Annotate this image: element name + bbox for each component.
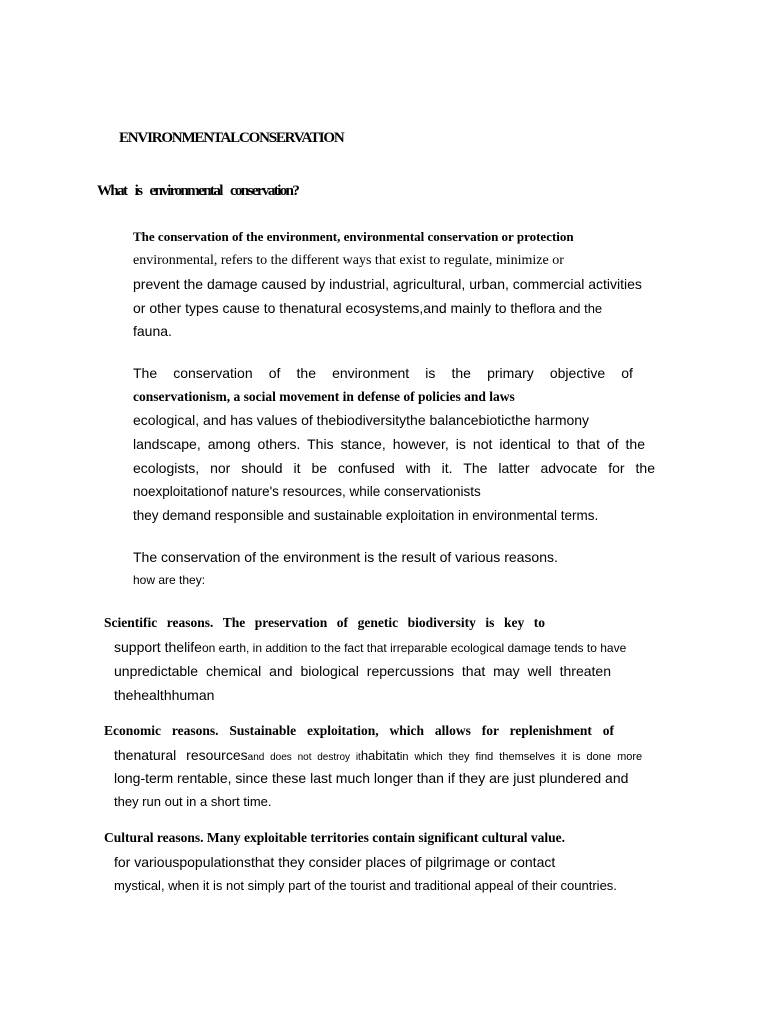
- document-title: ENVIRONMENTALCONSERVATION: [119, 130, 344, 146]
- section-question: What is environmental conservation?: [97, 183, 299, 199]
- bullet2-line2-habitat: habitat: [360, 748, 400, 763]
- paragraph1-line4: [133, 301, 602, 315]
- bullet1-line3: unpredictable chemical and biological repercussions that may well threaten: [114, 663, 611, 679]
- paragraph2-word: primary: [487, 365, 534, 381]
- paragraph2-line7: they demand responsible and sustainable exploitation in environmental terms.: [133, 508, 599, 523]
- paragraph2-line1: [133, 366, 633, 380]
- bullet1-line2-rest: on earth, in addition to the fact that irreparable ecological damage tends to have: [201, 641, 627, 655]
- paragraph2-word: The: [133, 365, 158, 381]
- paragraph2-line6: noexploitationof nature's resources, while conservationists: [133, 484, 481, 499]
- paragraph2-line3: ecological, and has values of thebiodiversitythe balancebioticthe harmony: [133, 412, 590, 428]
- paragraph1-line4-text: or other types cause to thenatural ecosystems,and mainly to the: [133, 300, 530, 316]
- bullet2-line2: [114, 748, 641, 763]
- paragraph1-line2: environmental, refers to the different ways that exist to regulate, minimize or: [133, 253, 564, 268]
- bullet1-line2: [114, 640, 626, 656]
- bullet2-heading: Economic reasons. Sustainable exploitation, which allows for replenishment of: [104, 723, 614, 738]
- paragraph1-line4-small: flora and the: [529, 301, 603, 316]
- paragraph2-line2: conservationism, a social movement in defense of policies and laws: [133, 389, 515, 404]
- paragraph2-line5: ecologists, nor should it be confused with it. The latter advocate for the: [133, 460, 655, 476]
- bullet3-heading: Cultural reasons. Many exploitable territories contain significant cultural value.: [104, 830, 565, 845]
- paragraph3-line2: how are they:: [133, 573, 206, 587]
- bullet1-heading: Scientific reasons. The preservation of genetic biodiversity is key to: [104, 615, 545, 630]
- paragraph2-word: the: [296, 365, 316, 381]
- paragraph2-word: is: [425, 365, 436, 381]
- bullet2-line4: they run out in a short time.: [114, 794, 272, 809]
- bullet1-line2-start: support the: [114, 639, 185, 655]
- paragraph1-line1: The conservation of the environment, environmental conservation or protection: [133, 229, 574, 244]
- paragraph1-line3: prevent the damage caused by industrial, agricultural, urban, commercial activities: [133, 276, 642, 292]
- bullet2-line2-small: and does not destroy it: [247, 752, 361, 763]
- bullet3-line3: mystical, when it is not simply part of the tourist and traditional appeal of their countries.: [114, 878, 617, 893]
- paragraph2-word: conservation: [173, 365, 253, 381]
- paragraph3-line1: The conservation of the environment is the result of various reasons.: [133, 549, 558, 565]
- paragraph1-line5: fauna.: [133, 323, 172, 339]
- paragraph2-word: of: [268, 365, 281, 381]
- bullet2-line3: long-term rentable, since these last much longer than if they are just plundered and: [114, 770, 629, 786]
- bullet2-line2-start: thenatural resources: [114, 747, 248, 763]
- bullet2-line2-rest: in which they find themselves it is done more: [399, 751, 643, 763]
- bullet1-line4: thehealthhuman: [114, 687, 215, 703]
- paragraph2-word: objective: [549, 365, 606, 381]
- paragraph2-word: environment: [332, 365, 410, 381]
- paragraph2-word: of: [621, 365, 633, 381]
- bullet1-line2-life: life: [184, 639, 202, 655]
- paragraph2-line4: landscape, among others. This stance, however, is not identical to that of the: [133, 436, 645, 452]
- bullet3-line2: for variouspopulationsthat they consider places of pilgrimage or contact: [114, 854, 556, 870]
- paragraph2-word: the: [451, 365, 471, 381]
